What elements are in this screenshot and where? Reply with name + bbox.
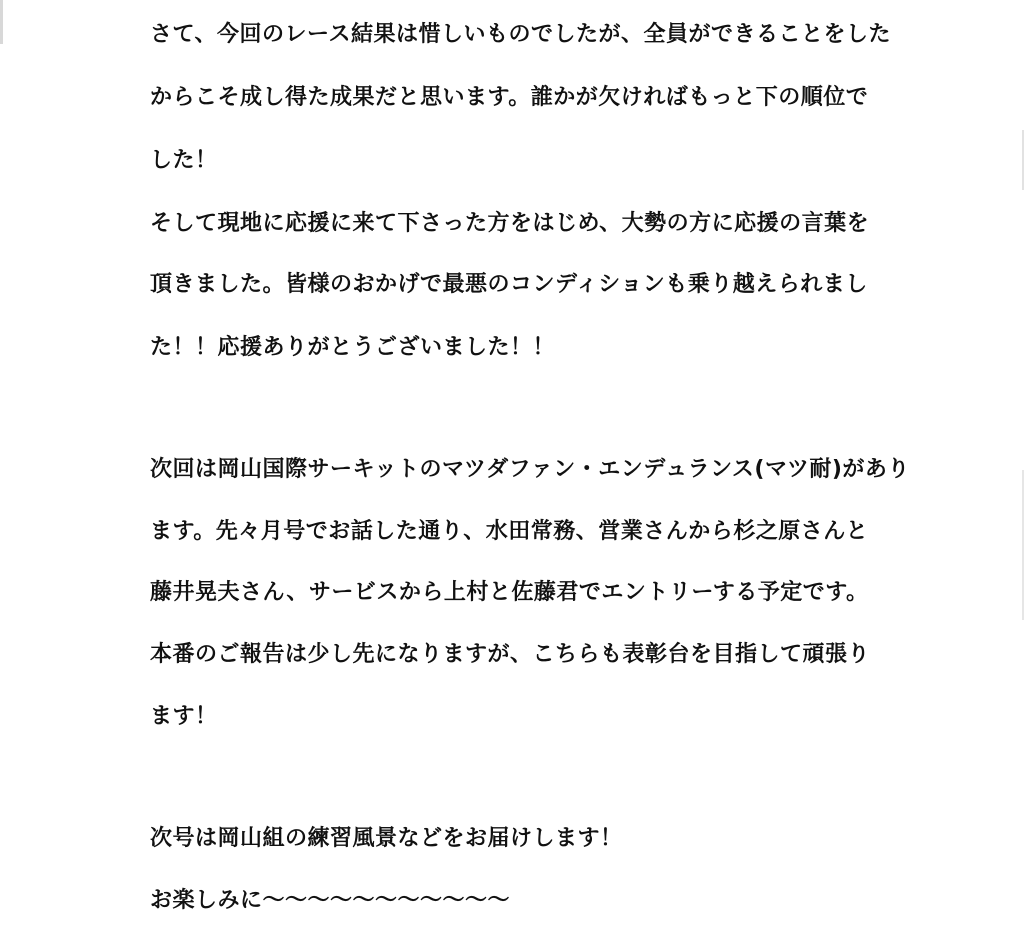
paragraph-2-line-2: ます。先々月号でお話した通り、水田常務、営業さんから杉之原さんと <box>150 519 869 544</box>
paragraph-1-line-6: た！！応援ありがとうございました！！ <box>150 335 556 360</box>
paragraph-1-line-3: した！ <box>150 148 218 173</box>
paragraph-1-line-4: そして現地に応援に来て下さった方をはじめ、大勢の方に応援の言葉を <box>150 211 870 236</box>
scan-edge-mark <box>0 0 3 44</box>
paragraph-2-line-3: 藤井晃夫さん、サービスから上村と佐藤君でエントリーする予定です。 <box>150 580 869 605</box>
paragraph-3-line-1: 次号は岡山組の練習風景などをお届けします！ <box>150 826 623 851</box>
paragraph-1-line-5: 頂きました。皆様のおかげで最悪のコンディションも乗り越えられまし <box>150 272 868 297</box>
paragraph-1-line-1: さて、今回のレース結果は惜しいものでしたが、全員ができることをした <box>150 22 891 47</box>
paragraph-1-line-2: からこそ成し得た成果だと思います。誰かが欠ければもっと下の順位で <box>150 85 869 110</box>
paragraph-2-line-4: 本番のご報告は少し先になりますが、こちらも表彰台を目指して頑張り <box>150 642 871 667</box>
paragraph-2-line-5: ます！ <box>150 704 218 729</box>
paragraph-2-line-1: 次回は岡山国際サーキットのマツダファン・エンデュランス(マツ耐)があり <box>150 457 910 482</box>
paragraph-3-line-2: お楽しみに～～～～～～～～～～～ <box>150 888 511 913</box>
